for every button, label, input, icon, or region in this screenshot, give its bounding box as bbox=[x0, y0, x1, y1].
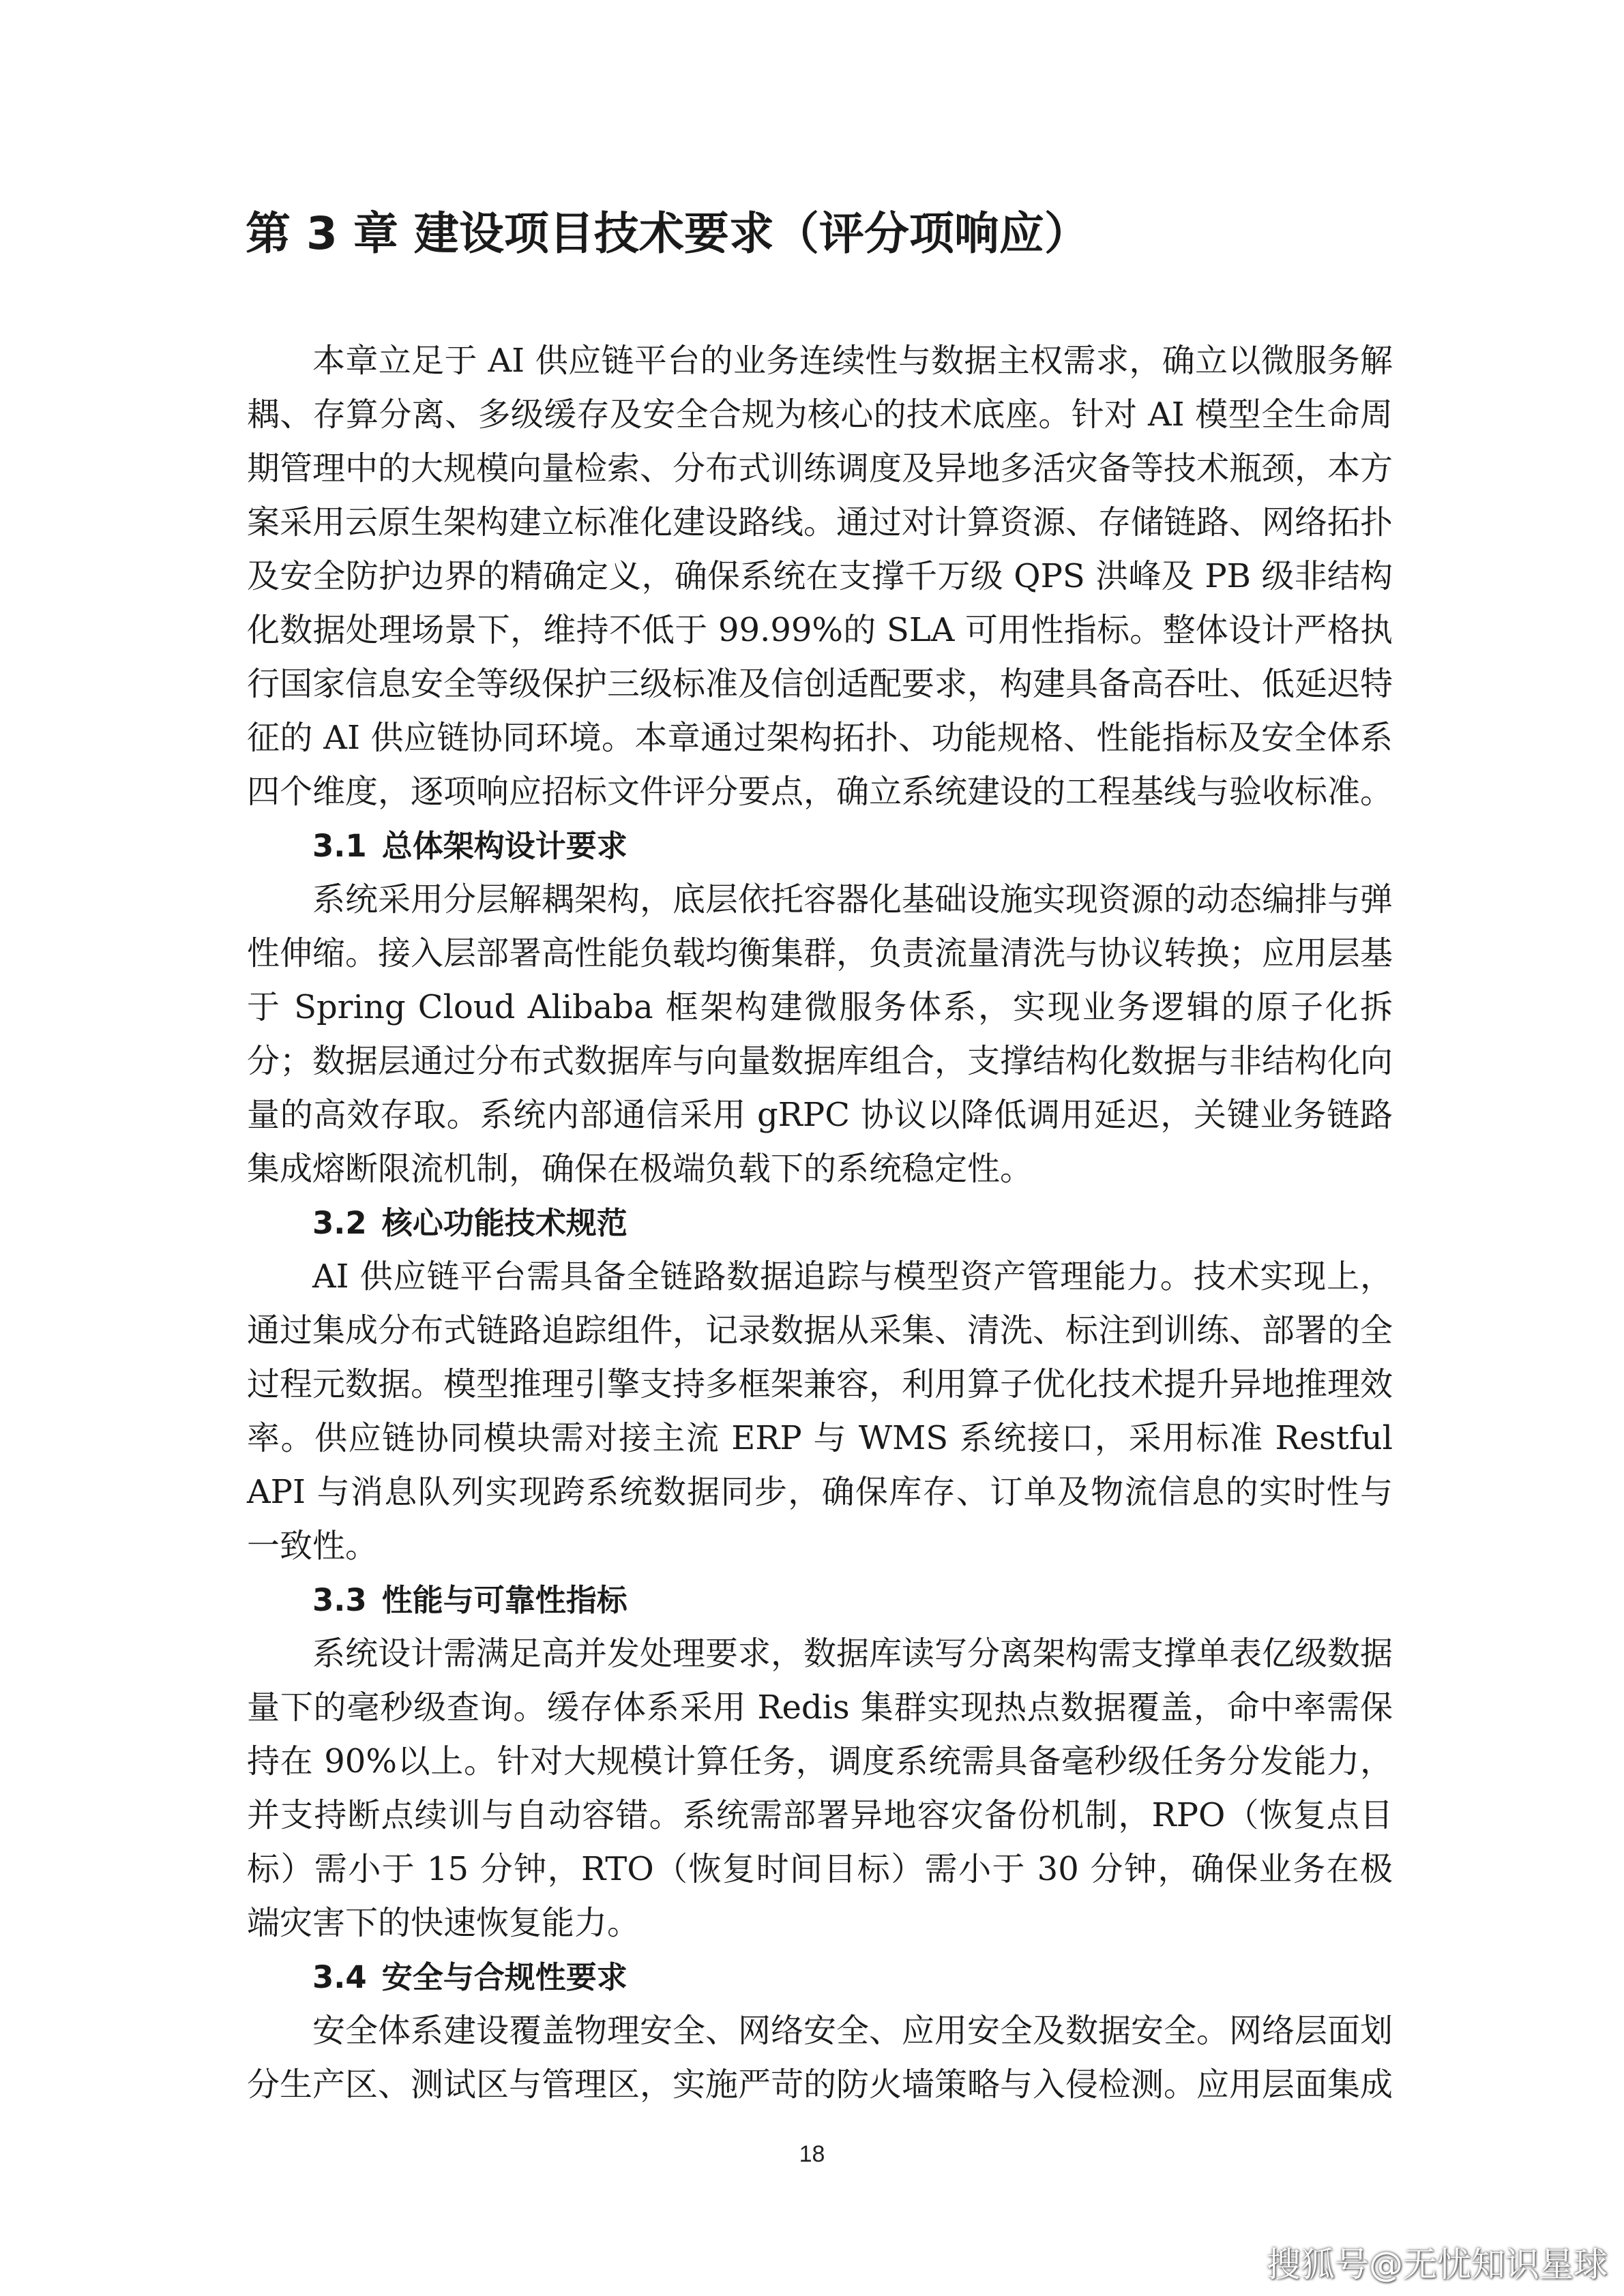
section-title: 总体架构设计要求 bbox=[381, 828, 628, 864]
section-number: 3.2 bbox=[312, 1205, 367, 1241]
section-number: 3.1 bbox=[312, 828, 367, 864]
section-paragraph-3-1: 系统采用分层解耦架构，底层依托容器化基础设施实现资源的动态编排与弹性伸缩。接入层部署高性能负载均衡集群，负责流量清洗与协议转换；应用层基于 Spring Cloud Alibaba 框架构建微服务体系，实现业务逻辑的原子化拆分；数据层通过分布式数据库与向量数据库组合，支撑结构化数据与非结构化向量的高效存取。系统内部通信采用 gRPC 协议以降低调用延迟，关键业务链路集成熔断限流机制，确保在极端负载下的系统稳定性。 bbox=[247, 880, 1393, 1188]
section-number: 3.3 bbox=[312, 1582, 367, 1618]
section-heading-3-4 bbox=[247, 1950, 1393, 2004]
source-watermark: 搜狐号@无忧知识星球 bbox=[1267, 2245, 1608, 2284]
section-paragraph-3-3: 系统设计需满足高并发处理要求，数据库读写分离架构需支撑单表亿级数据量下的毫秒级查询。缓存体系采用 Redis 集群实现热点数据覆盖，命中率需保持在 90%以上。针对大规模计算任务，调度系统需具备毫秒级任务分发能力，并支持断点续训与自动容错。系统需部署异地容灾备份机制，RPO（恢复点目标）需小于 15 分钟，RTO（恢复时间目标）需小于 30 分钟，确保业务在极端灾害下的快速恢复能力。 bbox=[247, 1635, 1393, 1942]
document-body bbox=[247, 334, 1393, 2112]
section-paragraph-3-2: AI 供应链平台需具备全链路数据追踪与模型资产管理能力。技术实现上，通过集成分布式链路追踪组件，记录数据从采集、清洗、标注到训练、部署的全过程元数据。模型推理引擎支持多框架兼容，利用算子优化技术提升异地推理效率。供应链协同模块需对接主流 ERP 与 WMS 系统接口，采用标准 Restful API 与消息队列实现跨系统数据同步，确保库存、订单及物流信息的实时性与一致性。 bbox=[247, 1257, 1393, 1565]
page-number: 18 bbox=[799, 2141, 825, 2167]
section-paragraph-3-4: 安全体系建设覆盖物理安全、网络安全、应用安全及数据安全。网络层面划分生产区、测试区与管理区，实施严苛的防火墙策略与入侵检测。应用层面集成 bbox=[247, 2012, 1393, 2104]
section-title: 安全与合规性要求 bbox=[381, 1959, 628, 1995]
section-heading-3-1 bbox=[247, 819, 1393, 873]
chapter-title: 第 3 章 建设项目技术要求（评分项响应） bbox=[246, 207, 1089, 260]
section-heading-3-3 bbox=[247, 1573, 1393, 1627]
intro-paragraph: 本章立足于 AI 供应链平台的业务连续性与数据主权需求，确立以微服务解耦、存算分离、多级缓存及安全合规为核心的技术底座。针对 AI 模型全生命周期管理中的大规模向量检索、分布式训练调度及异地多活灾备等技术瓶颈，本方案采用云原生架构建立标准化建设路线。通过对计算资源、存储链路、网络拓扑及安全防护边界的精确定义，确保系统在支撑千万级 QPS 洪峰及 PB 级非结构化数据处理场景下，维持不低于 99.99%的 SLA 可用性指标。整体设计严格执行国家信息安全等级保护三级标准及信创适配要求，构建具备高吞吐、低延迟特征的 AI 供应链协同环境。本章通过架构拓扑、功能规格、性能指标及安全体系四个维度，逐项响应招标文件评分要点，确立系统建设的工程基线与验收标准。 bbox=[247, 342, 1393, 811]
section-title: 核心功能技术规范 bbox=[381, 1205, 628, 1241]
section-number: 3.4 bbox=[312, 1959, 367, 1995]
section-heading-3-2 bbox=[247, 1196, 1393, 1250]
section-title: 性能与可靠性指标 bbox=[381, 1582, 628, 1618]
